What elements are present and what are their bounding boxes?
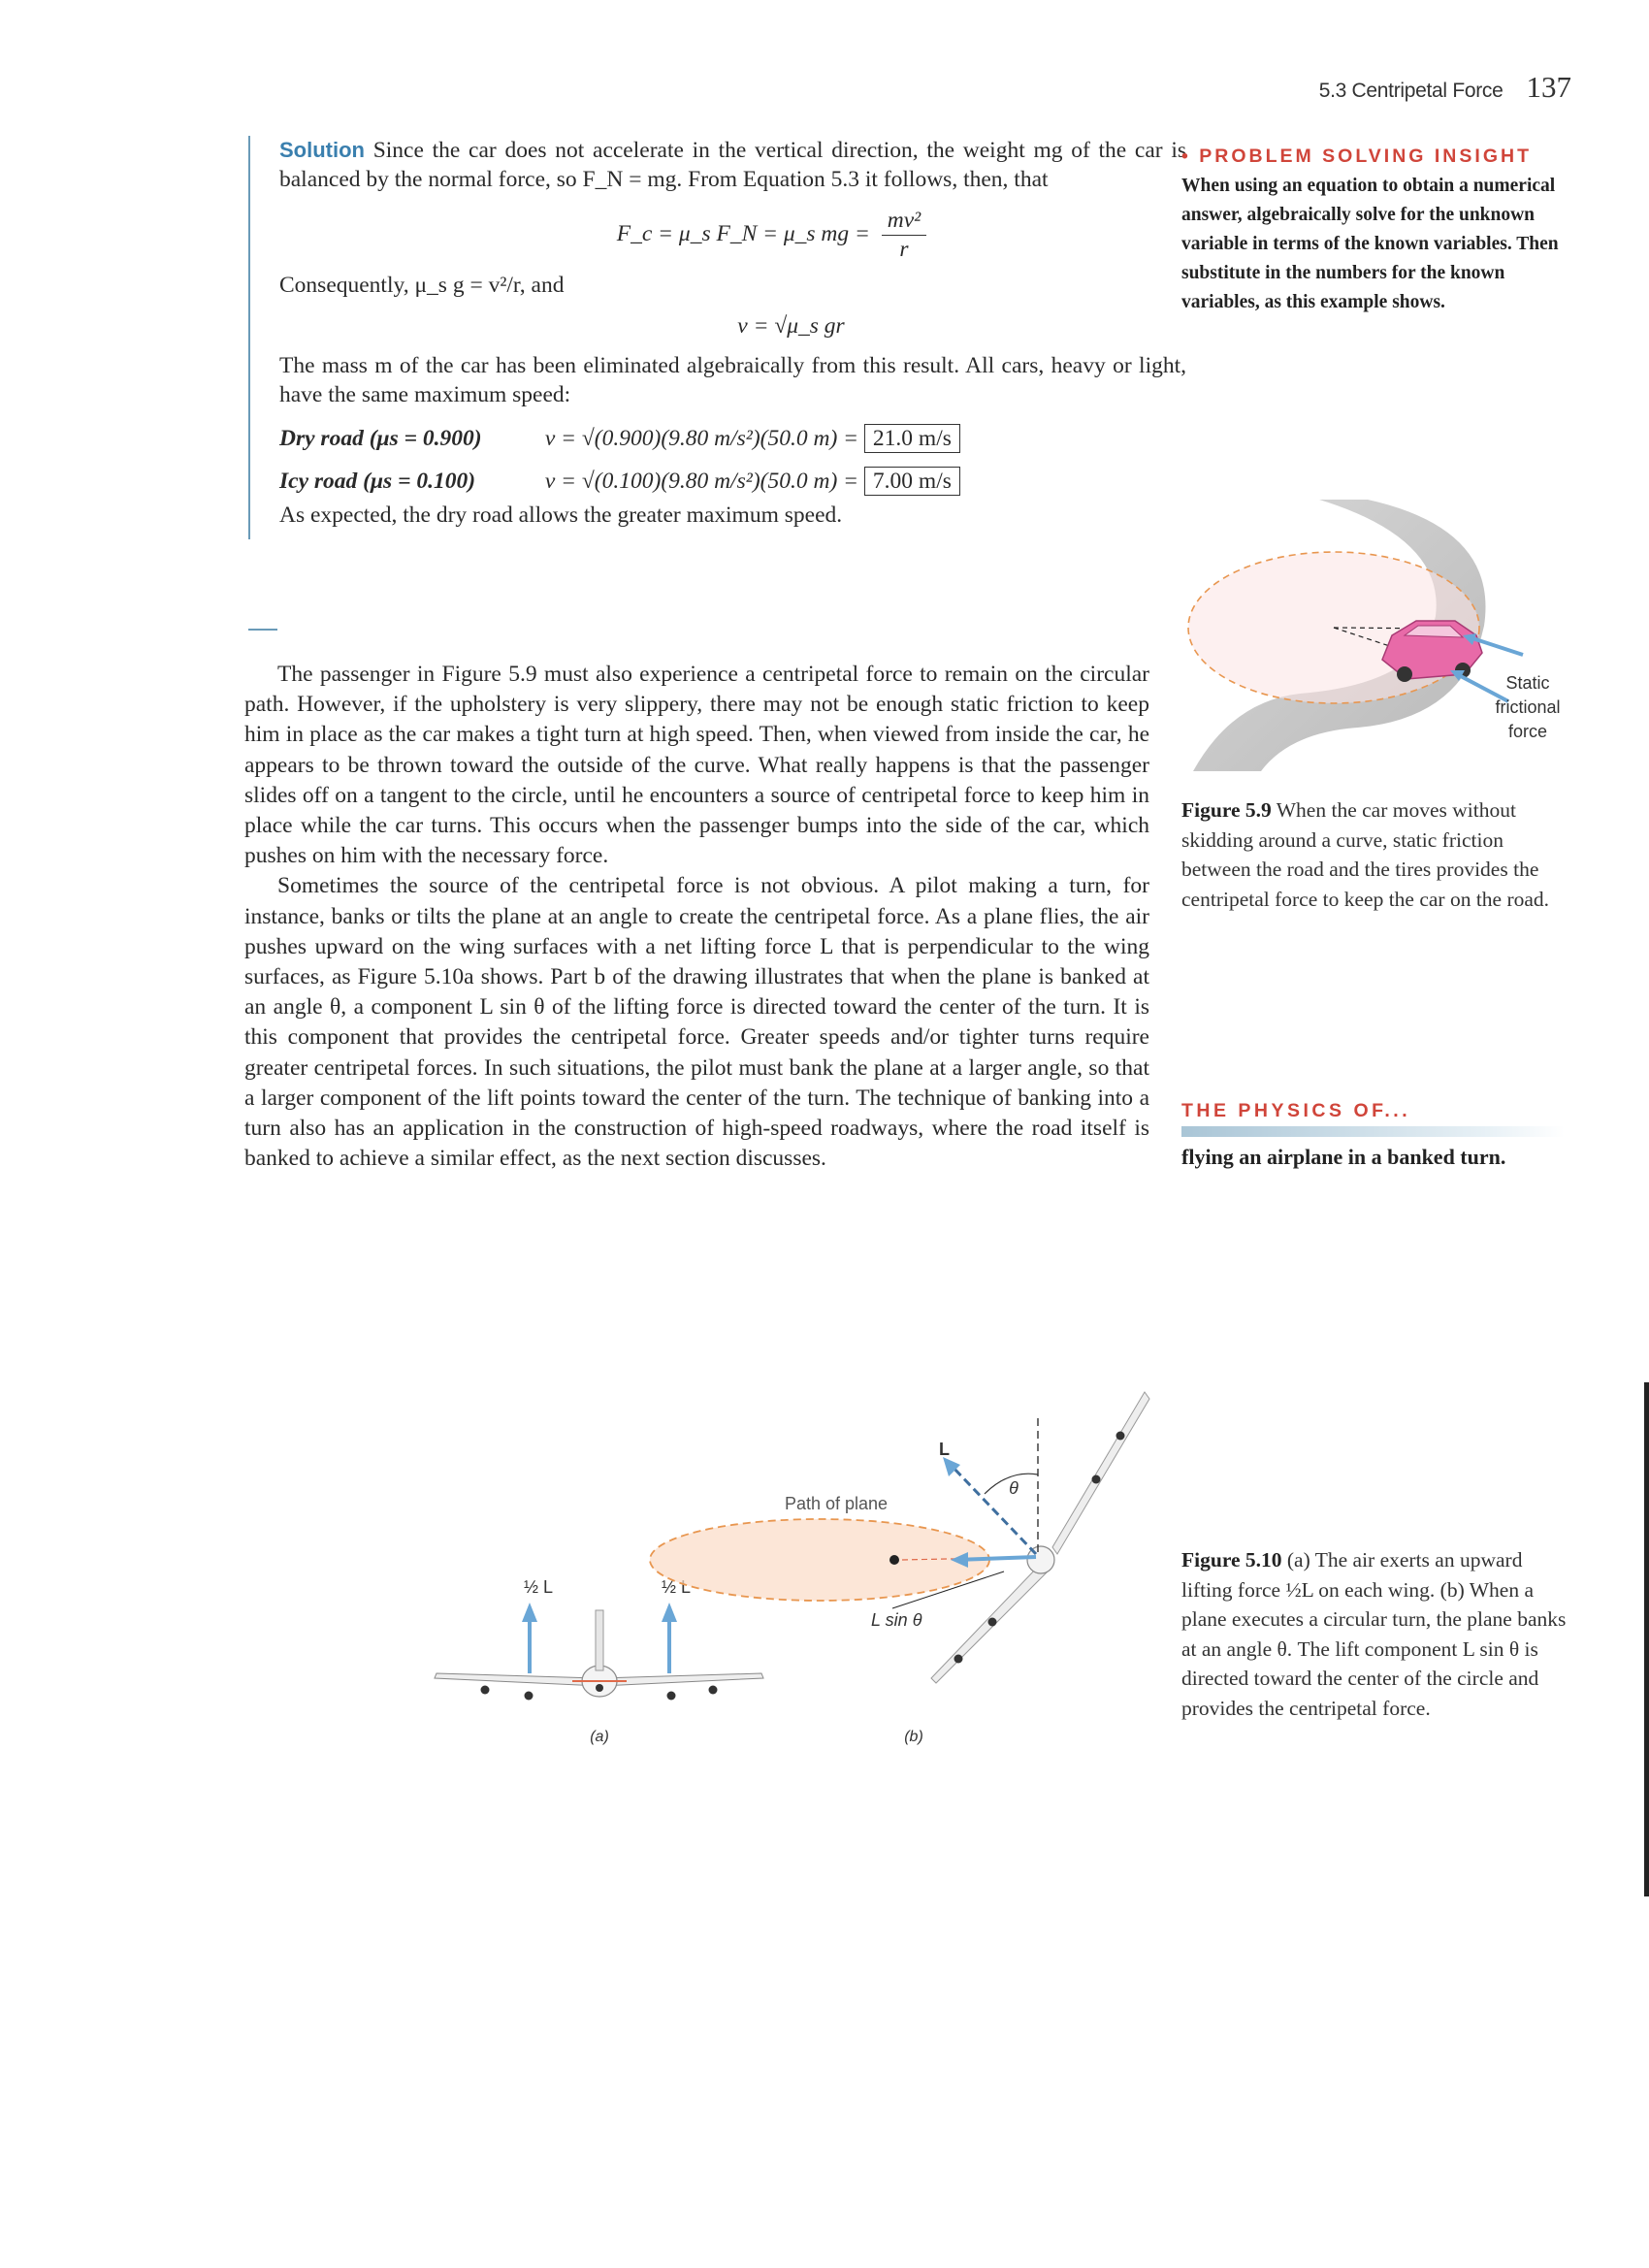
figure-5-10-airplane-banking	[427, 1387, 1174, 1756]
page-edge-mark	[1644, 1382, 1649, 1896]
equation-fraction	[882, 208, 926, 263]
page-number: 137	[1526, 70, 1571, 104]
icy-road-expression: v = √(0.100)(9.80 m/s²)(50.0 m) =	[544, 469, 859, 494]
left-half-L-label: ½ L	[524, 1577, 554, 1597]
physics-of-bar	[1181, 1126, 1565, 1137]
banked-airplane	[931, 1392, 1149, 1683]
fraction-numerator: mv²	[882, 208, 926, 236]
solution-conclusion: As expected, the dry road allows the greater maximum speed.	[279, 502, 843, 528]
problem-solving-insight	[1181, 146, 1574, 317]
body-text	[244, 660, 1149, 1174]
body-paragraph-2: Sometimes the source of the centripetal force is not obvious. A pilot making a turn, for instance, banks or tilts the plane at an angle to create the centripetal force. As a plane flies, the air pushes upward on the wing surfaces with a net lifting force L that is perpendicular to the wing surfaces, as Figure 5.10a shows. Part b of the drawing illustrates that when the plane is banked at an angle θ, a component L sin θ of the lifting force is directed toward the center of the turn. It is this component that provides the centripetal force. Greater speeds and/or tighter turns require greater centripetal forces. In such situations, the pilot must bank the plane at a larger angle, so that a larger component of the lift points toward the center of the turn. The technique of banking into a turn also has an application in the construction of high-speed roadways, where the road itself is banked to achieve a similar effect, as the next section discusses.	[244, 873, 1149, 1172]
physics-of-box	[1181, 1100, 1565, 1170]
physics-of-title: THE PHYSICS OF...	[1181, 1100, 1411, 1121]
solution-block	[248, 136, 1186, 539]
solution-intro	[279, 136, 1186, 194]
label-b: (b)	[904, 1729, 923, 1745]
frictional-label: frictional	[1495, 697, 1561, 717]
dry-road-label: Dry road (μs = 0.900)	[279, 426, 482, 451]
equation-lhs: F_c = μ_s F_N = μ_s mg =	[616, 220, 870, 246]
icy-road-result: 7.00 m/s	[864, 467, 960, 496]
figure-5-9-car-on-curve	[1174, 490, 1581, 771]
solution-label: Solution	[279, 138, 365, 162]
figure-5-10-caption-text: (a) The air exerts an upward lifting force ½L on each wing. (b) When a plane executes a circular turn, the plane banks at an angle θ. The lift component L sin θ is directed toward the center of the circle and provides the centripetal force.	[1181, 1548, 1567, 1720]
mass-note: The mass m of the car has been eliminated algebraically from this result. All cars, heavy or light, have the same maximum speed:	[279, 353, 1186, 407]
dry-road-expression: v = √(0.900)(9.80 m/s²)(50.0 m) =	[544, 426, 859, 451]
figure-5-9-caption	[1181, 795, 1569, 914]
force-label: force	[1507, 722, 1548, 741]
figure-5-10-caption	[1181, 1545, 1569, 1723]
running-header	[1319, 70, 1571, 105]
dry-road-row	[279, 421, 1186, 456]
solution-bracket-corner	[248, 629, 277, 631]
solution-intro-text: Since the car does not accelerate in the vertical direction, the weight mg of the car is balanced by the normal force, so F_N = mg. From Equation 5.3 it follows, then, that	[279, 138, 1186, 192]
L-label: L	[939, 1440, 950, 1459]
figure-5-10-caption-title: Figure 5.10	[1181, 1548, 1282, 1571]
figure-5-9-caption-title: Figure 5.9	[1181, 798, 1272, 822]
left-lift-arrowhead	[522, 1603, 537, 1622]
dry-road-result: 21.0 m/s	[864, 424, 960, 453]
icy-road-row	[279, 464, 1186, 499]
body-paragraph-1: The passenger in Figure 5.9 must also experience a centripetal force to remain on the circular path. However, if the upholstery is very slippery, there may not be enough static friction to keep him in place as the car makes a tight turn at high speed. Then, when viewed from inside the car, he appears to be thrown toward the outside of the curve. What really happens is that the passenger slides off on a tangent to the circle, until he encounters a source of centripetal force to keep him in place while the car turns. This occurs when the passenger bumps into the side of the car, which pushes on him with the necessary force.	[244, 662, 1149, 869]
icy-road-label: Icy road (μs = 0.100)	[279, 469, 476, 494]
static-label: Static	[1505, 673, 1550, 693]
figure-5-9-caption-text: When the car moves without skidding around a curve, static friction between the road and the tires provides the centripetal force to keep the car on the road.	[1181, 798, 1550, 911]
airplane-front-view	[435, 1610, 763, 1701]
fraction-denominator: r	[899, 237, 909, 262]
label-a: (a)	[590, 1729, 609, 1745]
equation-velocity: v = √μ_s gr	[737, 313, 845, 339]
right-lift-arrowhead	[662, 1603, 677, 1622]
consequently-line: Consequently, μ_s g = v²/r, and	[279, 273, 565, 298]
circle-center	[889, 1555, 899, 1565]
lsin-label: L sin θ	[871, 1610, 922, 1630]
insight-title: • PROBLEM SOLVING INSIGHT	[1181, 146, 1532, 167]
right-half-L-label: ½ L	[662, 1577, 692, 1597]
section-title: 5.3 Centripetal Force	[1318, 80, 1504, 102]
theta-label: θ	[1009, 1478, 1018, 1498]
physics-of-body: flying an airplane in a banked turn.	[1181, 1145, 1506, 1169]
path-of-plane-label: Path of plane	[784, 1494, 889, 1513]
insight-body: When using an equation to obtain a numerical answer, algebraically solve for the unknown variable in terms of the known variables. Then substitute in the numbers for the known variables, as this example shows.	[1181, 176, 1559, 312]
equation-centripetal	[357, 208, 1186, 263]
